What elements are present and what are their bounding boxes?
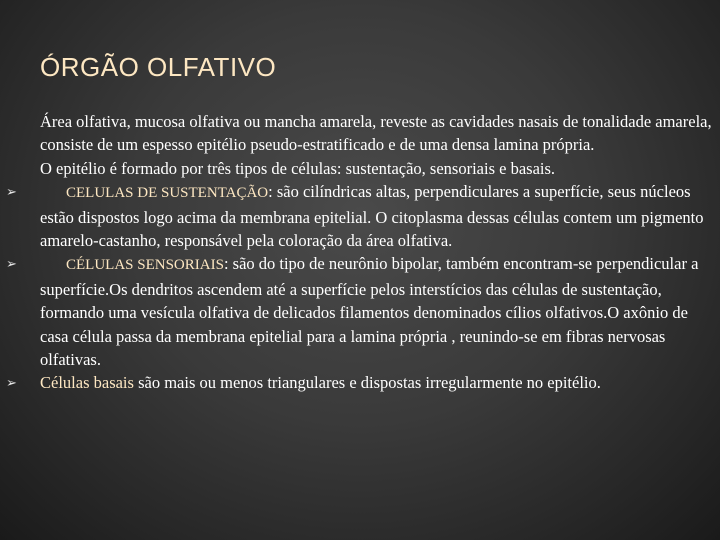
intro-paragraph: Área olfativa, mucosa olfativa ou mancha amarela, reveste as cavidades nasais de tonalidade amarela, consiste de um espesso epitélio pseudo-estratificado e de uma densa lamina própria.: [40, 112, 712, 155]
slide-title: ÓRGÃO OLFATIVO: [40, 52, 277, 82]
arrow-bullet-icon: ➢: [6, 257, 17, 273]
bullet-item-sustentacao: [6, 180, 714, 252]
intro-paragraph-2: O epitélio é formado por três tipos de células: sustentação, sensoriais e basais.: [40, 158, 556, 178]
bullet-item-sensoriais: [6, 252, 714, 371]
bullet-text: : são do tipo de neurônio bipolar, também encontram-se perpendicular a superfície.Os dendritos ascendem até a superfície pelos interstícios das células de sustentação, formando uma vesícula olfativa de delicados filamentos denominados cílios olfativos.O axônio de casa célula passa da membrana epitelial para a lamina própria , reunindo-se em fibras nervosas olfativas.: [40, 254, 699, 370]
slide-body: [6, 110, 714, 395]
bullet-text: são mais ou menos triangulares e dispostas irregularmente no epitélio.: [133, 373, 601, 393]
bullet-term: CELULAS DE SUSTENTAÇÃO: [66, 185, 269, 202]
arrow-bullet-icon: ➢: [6, 376, 17, 392]
bullet-text: : são cilíndricas altas, perpendiculares a superfície, seus núcleos estão dispostos logo acima da membrana epitelial. O citoplasma dessas células contem um pigmento amarelo-castanho, responsável pela coloração da área olfativa.: [40, 182, 704, 251]
arrow-bullet-icon: ➢: [6, 185, 17, 201]
bullet-item-basais: [6, 371, 714, 394]
bullet-term: Células basais: [40, 373, 134, 393]
bullet-term: CÉLULAS SENSORIAIS: [66, 257, 224, 274]
